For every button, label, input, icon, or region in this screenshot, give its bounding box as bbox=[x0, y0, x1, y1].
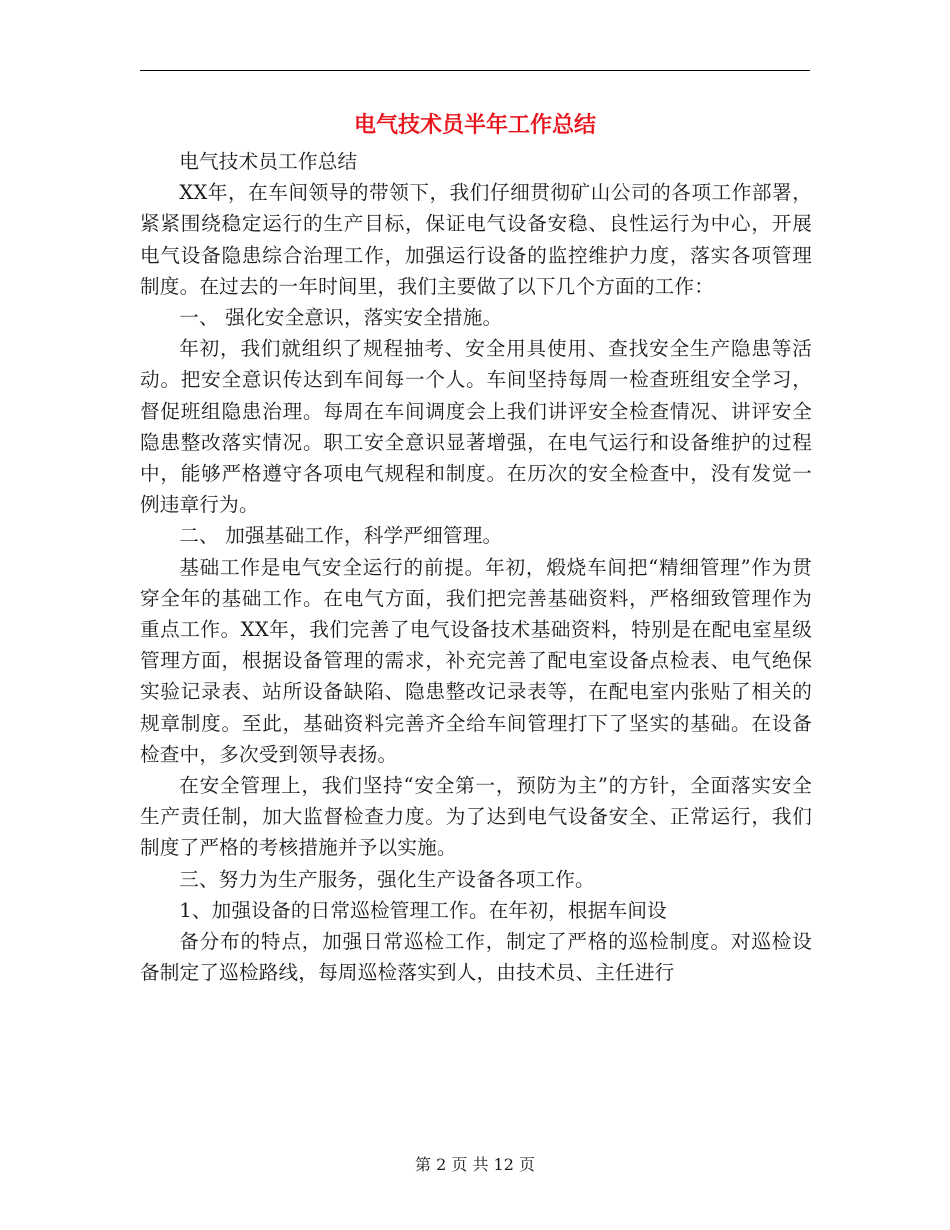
body-paragraph: 基础工作是电气安全运行的前提。年初，煅烧车间把“精细管理”作为贯穿全年的基础工作。在电气方面，我们把完善基础资料，严格细致管理作为重点工作。XX年，我们完善了电气设备技术基础资料，特别是在配电室星级管理方面，根据设备管理的需求，补充完善了配电室设备点检表、电气绝保实验记录表、站所设备缺陷、隐患整改记录表等，在配电室内张贴了相关的规章制度。至此，基础资料完善齐全给车间管理打下了坚实的基础。在设备检查中，多次受到领导表扬。 bbox=[140, 555, 812, 766]
body-paragraph: 在安全管理上，我们坚持“安全第一，预防为主”的方针，全面落实安全生产责任制，加大监督检查力度。为了达到电气设备安全、正常运行，我们制度了严格的考核措施并予以实施。 bbox=[140, 774, 812, 860]
section-heading: 二、 加强基础工作，科学严细管理。 bbox=[179, 524, 503, 548]
header-rule bbox=[140, 70, 810, 71]
document-title: 电气技术员半年工作总结 bbox=[353, 113, 596, 138]
document-body bbox=[140, 146, 812, 988]
section-heading: 一、 强化安全意识，落实安全措施。 bbox=[179, 306, 503, 330]
section-heading: 三、努力为生产服务，强化生产设备各项工作。 bbox=[179, 867, 595, 891]
body-paragraph: XX年，在车间领导的带领下，我们仔细贯彻矿山公司的各项工作部署，紧紧围绕稳定运行的生产目标，保证电气设备安稳、良性运行为中心，开展电气设备隐患综合治理工作，加强运行设备的监控维护力度，落实各项管理制度。在过去的一年时间里，我们主要做了以下几个方面的工作： bbox=[140, 181, 812, 298]
body-paragraph: 电气技术员工作总结 bbox=[179, 150, 358, 173]
body-paragraph: 年初，我们就组织了规程抽考、安全用具使用、查找安全生产隐患等活动。把安全意识传达到车间每一个人。车间坚持每周一检查班组安全学习，督促班组隐患治理。每周在车间调度会上我们讲评安全检查情况、讲评安全隐患整改落实情况。职工安全意识显著增强，在电气运行和设备维护的过程中，能够严格遵守各项电气规程和制度。在历次的安全检查中，没有发觉一例违章行为。 bbox=[140, 337, 812, 517]
page-number-footer: 第 2 页 共 12 页 bbox=[415, 1155, 535, 1174]
body-paragraph: 备分布的特点，加强日常巡检工作，制定了严格的巡检制度。对巡检设备制定了巡检路线，每周巡检落实到人，由技术员、主任进行 bbox=[140, 930, 812, 985]
body-paragraph: 1、加强设备的日常巡检管理工作。在年初，根据车间设 bbox=[179, 898, 667, 922]
